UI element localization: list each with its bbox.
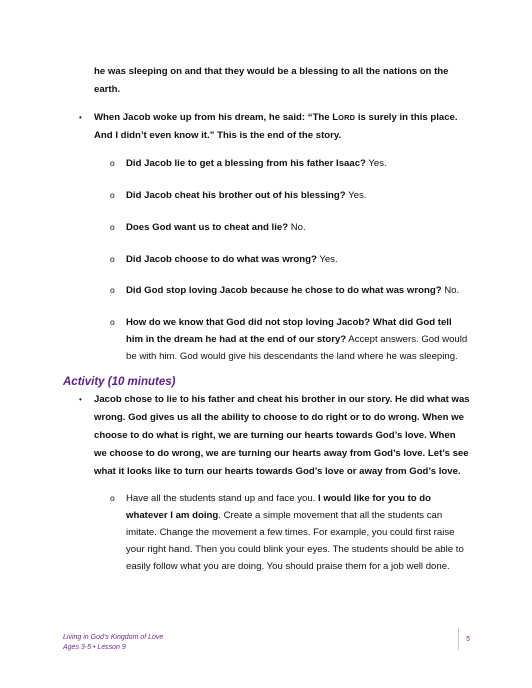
teacher-quote: whatever I am doing xyxy=(126,510,219,521)
page-number: 5 xyxy=(466,636,470,643)
teacher-quote: I would like for you to do xyxy=(318,493,432,504)
lord-small-caps: ORD xyxy=(338,113,356,122)
question-text: Did God stop loving Jacob because he chose to do what was wrong? xyxy=(126,285,442,296)
wake-text-b: is surely in this place. xyxy=(355,112,458,123)
answer-text: Yes. xyxy=(345,190,367,201)
instruction-text: Have all the students stand up and face you. xyxy=(126,493,319,504)
activity-line-5: what it looks like to turn our hearts towards God’s love or away from God’s love. xyxy=(94,466,461,477)
question-text: Did Jacob choose to do what was wrong? xyxy=(126,254,317,265)
activity-heading: Activity (10 minutes) xyxy=(63,376,176,388)
activity-sub-line-5: easily follow what you are doing. You should praise them for a job well done. xyxy=(126,561,450,572)
activity-sub-line-3: imitate. Change the movement a few times. For example, you could first raise xyxy=(126,527,455,538)
sub-bullet-icon: o xyxy=(110,222,115,232)
intro-line-1: he was sleeping on and that they would be a blessing to all the nations on the xyxy=(94,66,449,77)
question-text: Did Jacob lie to get a blessing from his father Isaac? xyxy=(126,158,366,169)
question-text: Did Jacob cheat his brother out of his blessing? xyxy=(126,190,346,201)
question-6-line-1: How do we know that God did not stop loving Jacob? What did God tell xyxy=(126,317,452,328)
answer-text: Accept answers. God would xyxy=(346,334,468,345)
bullet-dot-icon: • xyxy=(79,113,82,122)
wake-line-2: And I didn’t even know it.” This is the end of the story. xyxy=(94,130,342,141)
answer-text: No. xyxy=(441,285,460,296)
sub-bullet-icon: o xyxy=(110,285,115,295)
footer-divider xyxy=(458,628,459,650)
sub-bullet-icon: o xyxy=(110,254,115,264)
sub-bullet-icon: o xyxy=(110,493,115,503)
footer-title: Living in God’s Kingdom of Love xyxy=(63,634,164,641)
question-text: him in the dream he had at the end of our story? xyxy=(126,334,347,345)
question-6-line-3: be with him. God would give his descendants the land where he was sleeping. xyxy=(126,351,458,362)
answer-text: Yes. xyxy=(365,158,387,169)
instruction-text: . Create a simple movement that all the students can xyxy=(218,510,443,521)
sub-bullet-icon: o xyxy=(110,317,115,327)
footer-subtitle: Ages 3-5 • Lesson 9 xyxy=(63,644,126,651)
answer-text: Yes. xyxy=(316,254,338,265)
activity-sub-line-4: your right hand. Then you could blink your eyes. The students should be able to xyxy=(126,544,464,555)
question-3 xyxy=(126,218,306,238)
question-1 xyxy=(126,154,387,174)
activity-line-3: choose to do what is right, we are turning our hearts towards God’s love. When xyxy=(94,430,456,441)
activity-line-1: Jacob chose to lie to his father and cheat his brother in our story. He did what was xyxy=(94,394,470,405)
answer-text: No. xyxy=(288,222,306,233)
wake-text-a: When Jacob woke up from his dream, he said: “The L xyxy=(94,112,339,123)
question-2 xyxy=(126,186,366,206)
activity-line-4: we choose to do wrong, we are turning our hearts away from God’s love. Let’s see xyxy=(94,448,469,459)
question-5 xyxy=(126,281,459,301)
activity-line-2: wrong. God gives us all the ability to choose to do right or to do wrong. When we xyxy=(94,412,464,423)
question-text: Does God want us to cheat and lie? xyxy=(126,222,289,233)
bullet-dot-icon: • xyxy=(79,395,82,404)
wake-line-1 xyxy=(94,108,458,128)
question-4 xyxy=(126,250,338,270)
intro-line-2: earth. xyxy=(94,84,121,95)
sub-bullet-icon: o xyxy=(110,190,115,200)
sub-bullet-icon: o xyxy=(110,158,115,168)
